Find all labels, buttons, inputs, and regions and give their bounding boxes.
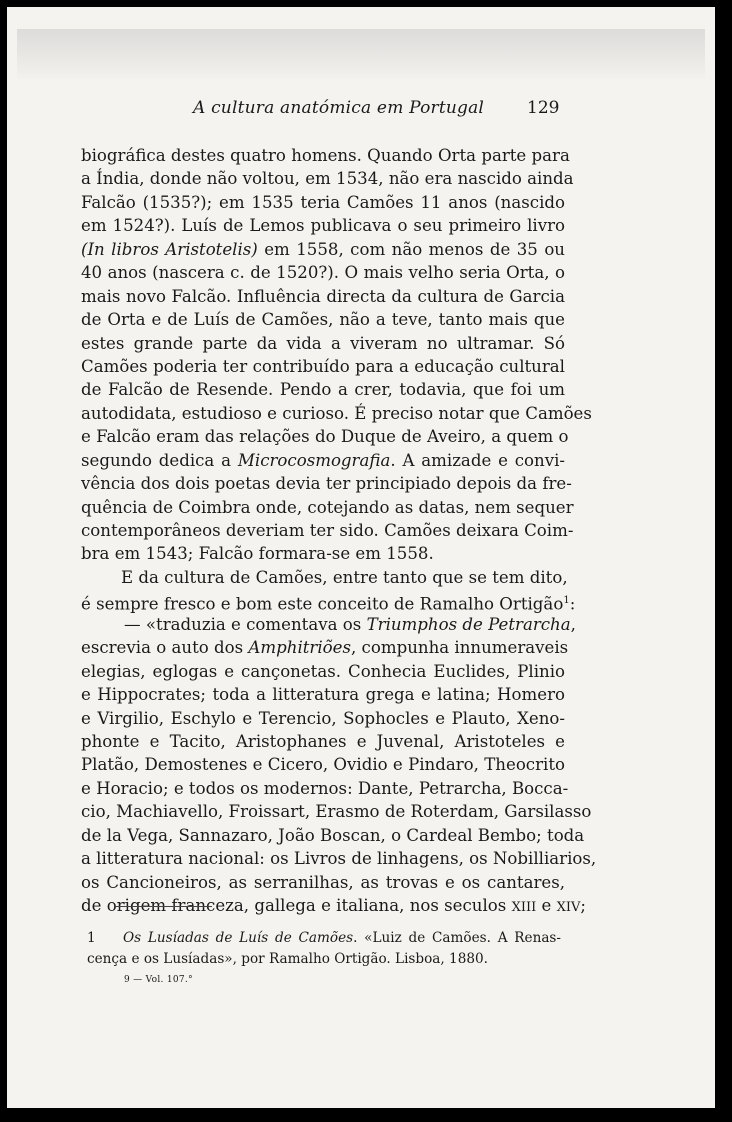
printer-signature: 9 — Vol. 107.° — [124, 975, 193, 985]
text-line: E da cultura de Camões, entre tanto que se tem dito, — [121, 567, 568, 587]
scanned-page — [7, 7, 715, 1108]
running-header — [7, 98, 715, 122]
italic-title-in-libros: (In libros Aristotelis) — [81, 239, 258, 259]
text-line: Camões poderia ter contribuído para a educação cultural — [81, 356, 565, 376]
footnotes — [87, 928, 561, 970]
text-line: de Orta e de Luís de Camões, não a teve, tanto mais que — [81, 310, 565, 330]
footnote-line: 1 Os Lusíadas de Luís de Camões. «Luiz de Camões. A Renas- — [87, 928, 561, 949]
text-line: mais novo Falcão. Influência directa da cultura de Garcia — [81, 286, 565, 306]
text-line: de la Vega, Sannazaro, João Boscan, o Cardeal Bembo; toda — [81, 825, 585, 845]
italic-title-amphitrioes: Amphitriões — [248, 638, 351, 658]
footnote-divider — [115, 906, 212, 907]
italic-title-microcosmografia: Microcosmografia — [237, 450, 391, 470]
text-line: e Hippocrates; toda a litteratura grega e latina; Homero — [81, 685, 565, 705]
running-title: A cultura anatómica em Portugal — [193, 98, 485, 118]
text-line: elegias, eglogas e cançonetas. Conhecia Euclides, Plinio — [81, 661, 565, 681]
text-line: e Horacio; e todos os modernos: Dante, Petrarcha, Bocca- — [81, 778, 569, 798]
text-line: vência dos dois poetas devia ter principiado depois da fre- — [81, 474, 572, 494]
text-line: em 1524?). Luís de Lemos publicava o seu primeiro livro — [81, 216, 565, 236]
footnote-number: 1 — [87, 930, 96, 946]
footnote-ref: 1 — [563, 595, 570, 607]
text-line: a litteratura nacional: os Livros de linhagens, os Nobilliarios, — [81, 849, 597, 869]
text-line: de Falcão de Resende. Pendo a crer, todavia, que foi um — [81, 380, 565, 400]
text-line: a Índia, donde não voltou, em 1534, não era nascido ainda — [81, 169, 574, 189]
text-line: Platão, Demostenes e Cicero, Ovidio e Pindaro, Theocrito — [81, 755, 565, 775]
text-line: 40 anos (nascera c. de 1520?). O mais velho seria Orta, o — [81, 263, 565, 283]
text-line: de origem franceza, gallega e italiana, nos seculos XIII e XIV; — [81, 896, 586, 915]
footnote-work-title: Os Lusíadas de Luís de Camões — [123, 930, 354, 946]
text-line: Falcão (1535?); em 1535 teria Camões 11 anos (nascido — [81, 192, 565, 212]
text-line: quência de Coimbra onde, cotejando as datas, nem sequer — [81, 497, 574, 517]
footnote-line: cença e os Lusíadas», por Ramalho Ortigão. Lisboa, 1880. — [87, 951, 488, 967]
text-line: (In libros Aristotelis) em 1558, com não menos de 35 ou — [81, 239, 565, 259]
text-line: estes grande parte da vida a viveram no ultramar. Só — [81, 333, 565, 353]
text-line: segundo dedica a Microcosmografia. A amizade e convi- — [81, 450, 565, 470]
text-line: — «traduzia e comentava os Triumphos de Petrarcha, — [124, 614, 576, 634]
text-line: é sempre fresco e bom este conceito de Ramalho Ortigão$^1$: — [81, 594, 576, 614]
italic-title-triumphos: Triumphos de Petrarcha — [366, 614, 571, 634]
text-line: e Falcão eram das relações do Duque de Aveiro, a quem o — [81, 427, 569, 447]
text-line: os Cancioneiros, as serranilhas, as trovas e os cantares, — [81, 872, 565, 892]
text-line: bra em 1543; Falcão formara-se em 1558. — [81, 544, 434, 564]
text-line: biográfica destes quatro homens. Quando Orta parte para — [81, 146, 570, 165]
text-line: autodidata, estudioso e curioso. É preciso notar que Camões — [81, 403, 592, 423]
text-line: cio, Machiavello, Froissart, Erasmo de Roterdam, Garsilasso — [81, 802, 592, 822]
text-line: phonte e Tacito, Aristophanes e Juvenal, Aristoteles e — [81, 731, 565, 751]
text-line: e Virgilio, Eschylo e Terencio, Sophocles e Plauto, Xeno- — [81, 708, 565, 728]
body-text — [81, 144, 597, 917]
scan-shading — [17, 29, 705, 79]
page-number: 129 — [527, 98, 560, 118]
text-line: escrevia o auto dos Amphitriões, compunha innumeraveis — [81, 638, 569, 658]
text-line: contemporâneos deveriam ter sido. Camões deixara Coim- — [81, 521, 574, 540]
